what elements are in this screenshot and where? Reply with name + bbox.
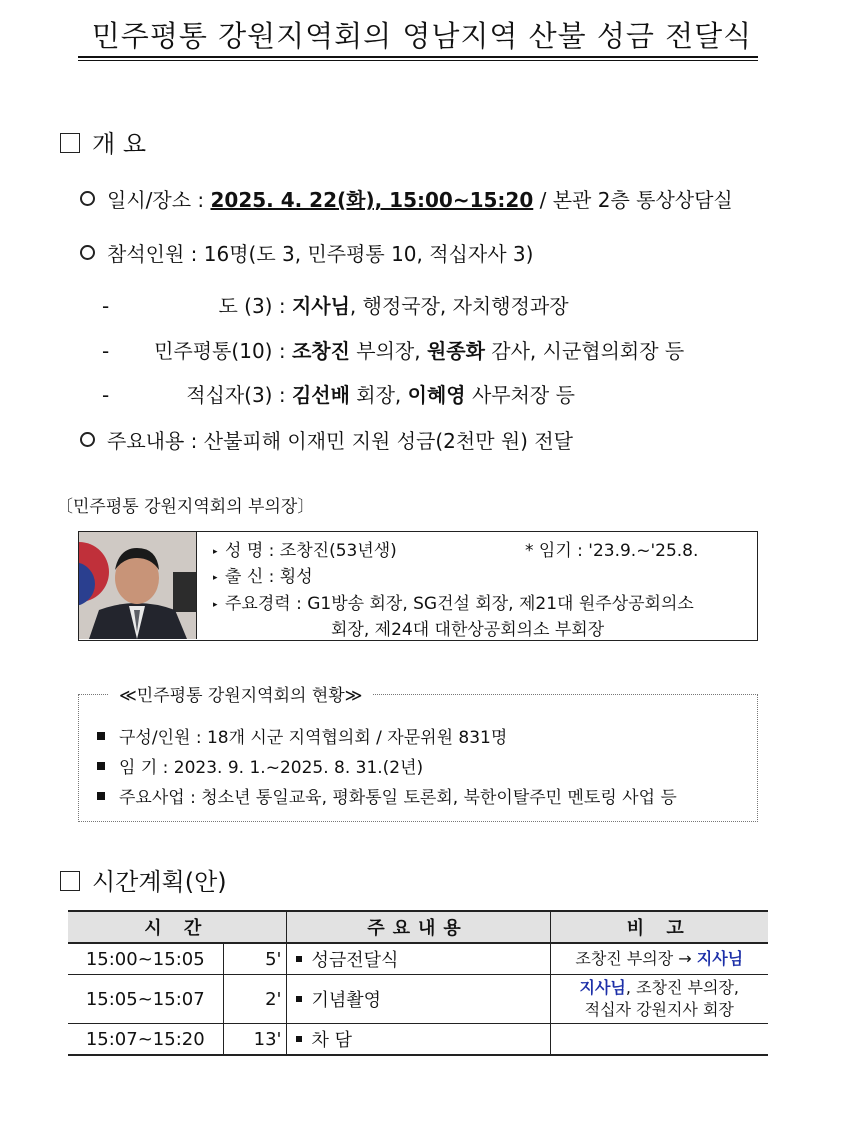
duration-cell: 5' [223, 943, 286, 975]
overview-heading [60, 124, 146, 159]
circle-bullet-icon [80, 191, 95, 206]
time-cell: 15:07~15:20 [68, 1024, 223, 1056]
note-text: , 조창진 부의장, [625, 978, 739, 997]
profile-name-value: 조창진(53년생) [279, 541, 397, 561]
group-rest: , 행정국장, 자치행정과장 [349, 294, 569, 318]
datetime-row [80, 184, 733, 213]
group-label: 민주평통(10) : [154, 339, 286, 363]
note-text: 조창진 부의장 → [575, 949, 697, 968]
profile-box [78, 531, 758, 641]
profile-career-line1: G1방송 회장, SG건설 회장, 제21대 원주상공회의소 [307, 594, 694, 614]
square-bullet-icon [296, 996, 302, 1002]
triangle-bullet-icon: ▸ [213, 600, 218, 610]
header-content: 주요내용 [286, 911, 550, 943]
schedule-table [68, 910, 768, 1056]
table-header-row [68, 911, 768, 943]
content-text: 기념촬영 [311, 990, 382, 1011]
profile-photo [79, 532, 197, 639]
triangle-bullet-icon: ▸ [213, 547, 218, 557]
table-row [68, 1024, 768, 1056]
attendees-value: 16명(도 3, 민주평통 10, 적십자사 3) [203, 242, 534, 266]
dash-bullet: - [102, 383, 110, 407]
datetime-value: 2025. 4. 22(화), 15:00~15:20 [210, 188, 534, 212]
status-box [78, 686, 758, 822]
content-row [80, 425, 573, 454]
dash-bullet: - [102, 339, 110, 363]
group-mid: 회장, [349, 383, 408, 407]
schedule-heading [60, 862, 227, 897]
header-time: 시 간 [68, 911, 286, 943]
profile-origin-value: 횡성 [279, 567, 313, 587]
note-cell [550, 1024, 768, 1056]
square-bullet-icon [97, 792, 105, 800]
table-row [68, 943, 768, 975]
profile-term: * 임기 : '23.9.~'25.8. [525, 541, 699, 561]
group-rest: 사무처장 등 [465, 383, 575, 407]
time-cell: 15:05~15:07 [68, 975, 223, 1024]
profile-origin-label: 출 신 : [225, 567, 275, 587]
title-underline [78, 56, 758, 58]
attendees-label: 참석인원 : [107, 242, 198, 266]
status-item-text: 임 기 : 2023. 9. 1.~2025. 8. 31.(2년) [119, 758, 424, 778]
group-label: 도 (3) : [218, 294, 286, 318]
attendees-row [80, 238, 533, 267]
status-item-text: 구성/인원 : 18개 시군 지역협의회 / 자문위원 831명 [119, 728, 508, 748]
group-label: 적십자(3) : [186, 383, 286, 407]
content-text: 차 담 [311, 1030, 352, 1051]
profile-name-label: 성 명 : [225, 541, 275, 561]
group-key-person: 지사님 [291, 294, 350, 318]
overview-heading-text: 개 요 [92, 130, 146, 158]
dash-bullet: - [102, 294, 110, 318]
content-cell [286, 975, 550, 1024]
duration-cell: 13' [223, 1024, 286, 1056]
table-row [68, 975, 768, 1024]
group-key-person: 김선배 [291, 383, 350, 407]
content-cell [286, 943, 550, 975]
status-item [97, 783, 677, 808]
note-cell [550, 943, 768, 975]
profile-career-label: 주요경력 : [225, 594, 302, 614]
square-bullet-icon [296, 956, 302, 962]
group-row-ppc [102, 335, 684, 364]
content-value: 산불피해 이재민 지원 성금(2천만 원) 전달 [203, 429, 573, 453]
document-title: 민주평통 강원지역회의 영남지역 산불 성금 전달식 [91, 19, 753, 53]
profile-career-line [213, 589, 694, 614]
time-cell: 15:00~15:05 [68, 943, 223, 975]
status-title: ≪민주평통 강원지역회의 현황≫ [109, 681, 372, 706]
status-item-text: 주요사업 : 청소년 통일교육, 평화통일 토론회, 북한이탈주민 멘토링 사업 등 [119, 788, 677, 808]
square-bullet-icon [97, 762, 105, 770]
content-text: 성금전달식 [311, 950, 399, 971]
square-bullet-icon [296, 1036, 302, 1042]
duration-cell: 2' [223, 975, 286, 1024]
group-mid: 부의장, [349, 339, 427, 363]
note-cell [550, 975, 768, 1024]
group-key-person: 조창진 [291, 339, 350, 363]
status-item [97, 723, 507, 748]
triangle-bullet-icon: ▸ [213, 573, 218, 583]
group-row-redcross [102, 379, 575, 408]
checkbox-square-icon [60, 871, 80, 891]
circle-bullet-icon [80, 432, 95, 447]
profile-caption: 〔민주평통 강원지역회의 부의장〕 [56, 497, 315, 517]
datetime-label: 일시/장소 : [107, 188, 205, 212]
group-rest: 감사, 시군협의회장 등 [484, 339, 685, 363]
group-row-province [102, 290, 569, 319]
note-highlight: 지사님 [696, 949, 744, 968]
square-bullet-icon [97, 732, 105, 740]
status-item [97, 753, 423, 778]
note-text-line2: 적십자 강원지사 회장 [584, 1000, 734, 1019]
profile-career-line2: 회장, 제24대 대한상공회의소 부회장 [331, 620, 605, 640]
circle-bullet-icon [80, 245, 95, 260]
schedule-heading-text: 시간계획(안) [92, 868, 227, 896]
profile-origin-line [213, 562, 313, 587]
title-underline-thin [78, 60, 758, 61]
profile-name-line [213, 536, 397, 561]
content-label: 주요내용 : [107, 429, 198, 453]
header-note: 비 고 [550, 911, 768, 943]
checkbox-square-icon [60, 133, 80, 153]
content-cell [286, 1024, 550, 1056]
group-key-person-2: 이혜영 [407, 383, 466, 407]
note-highlight: 지사님 [579, 978, 626, 997]
group-key-person-2: 원종화 [426, 339, 485, 363]
datetime-place: / 본관 2층 통상상담실 [533, 188, 733, 212]
